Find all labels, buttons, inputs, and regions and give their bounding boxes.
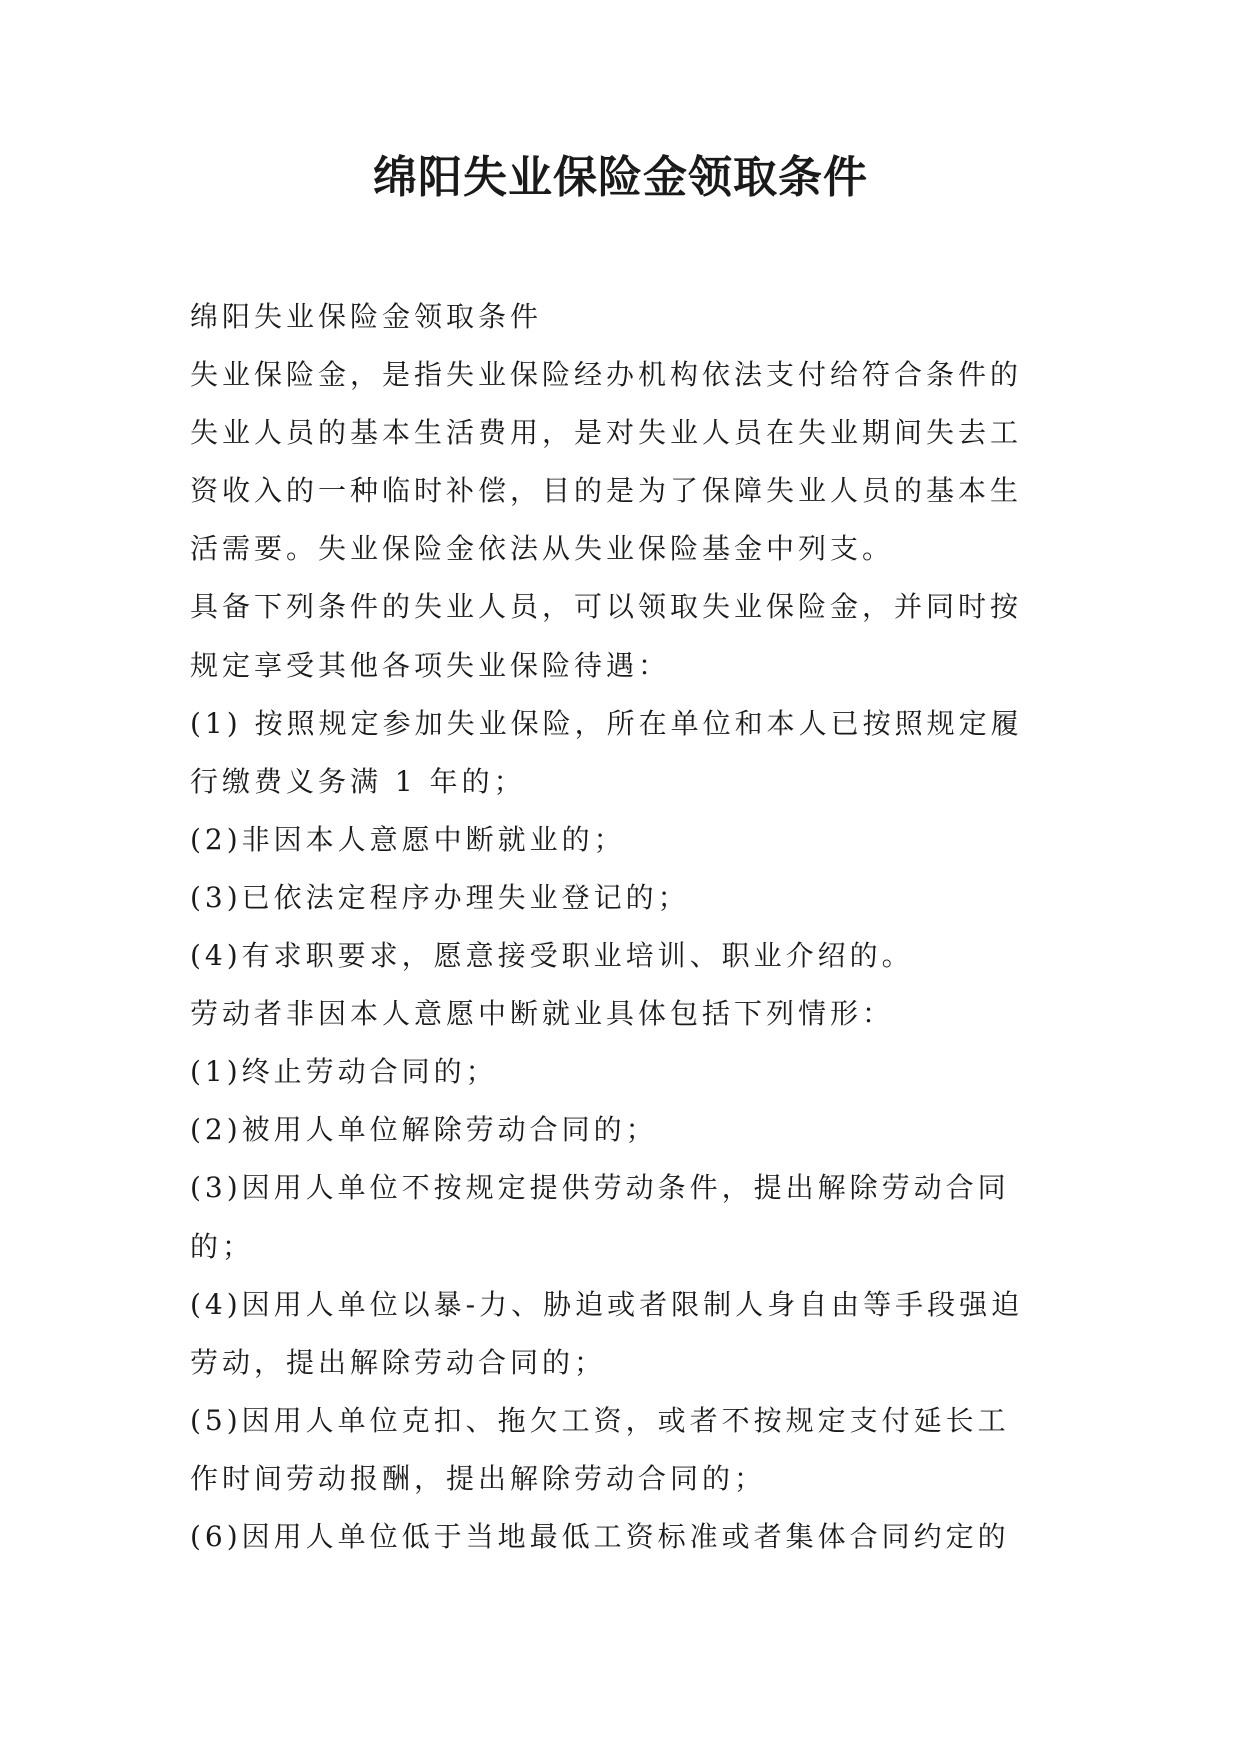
- document-body: [190, 288, 1070, 1566]
- body-line: 的；: [190, 1229, 255, 1263]
- body-line: 活需要。失业保险金依法从失业保险基金中列支。: [190, 532, 895, 566]
- body-line: (3)已依法定程序办理失业登记的；: [190, 880, 690, 914]
- document-title: 绵阳失业保险金领取条件: [373, 152, 868, 203]
- body-line: 行缴费义务满 1 年的；: [190, 764, 526, 798]
- body-line: 作时间劳动报酬，提出解除劳动合同的；: [190, 1461, 767, 1495]
- body-line: 劳动者非因本人意愿中断就业具体包括下列情形：: [190, 997, 895, 1031]
- body-line: 资收入的一种临时补偿，目的是为了保障失业人员的基本生: [190, 474, 1023, 508]
- body-line: (6)因用人单位低于当地最低工资标准或者集体合同约定的: [190, 1519, 1010, 1553]
- body-line: (1) 按照规定参加失业保险，所在单位和本人已按照规定履: [190, 706, 1023, 740]
- body-line: (2)非因本人意愿中断就业的；: [190, 822, 626, 856]
- body-line: (4)因用人单位以暴-力、胁迫或者限制人身自由等手段强迫: [190, 1287, 1024, 1321]
- body-line: 失业保险金，是指失业保险经办机构依法支付给符合条件的: [190, 358, 1023, 392]
- body-line: (4)有求职要求，愿意接受职业培训、职业介绍的。: [190, 939, 914, 973]
- body-line: (5)因用人单位克扣、拖欠工资，或者不按规定支付延长工: [190, 1403, 1010, 1437]
- body-line: 失业人员的基本生活费用，是对失业人员在失业期间失去工: [190, 416, 1023, 450]
- body-line: 劳动，提出解除劳动合同的；: [190, 1345, 607, 1379]
- body-line: (2)被用人单位解除劳动合同的；: [190, 1113, 658, 1147]
- body-line: 绵阳失业保险金领取条件: [190, 300, 543, 333]
- body-line: 规定享受其他各项失业保险待遇：: [190, 648, 671, 682]
- body-line: (3)因用人单位不按规定提供劳动条件，提出解除劳动合同: [190, 1171, 1010, 1205]
- body-line: (1)终止劳动合同的；: [190, 1055, 498, 1089]
- body-line: 具备下列条件的失业人员，可以领取失业保险金，并同时按: [190, 590, 1023, 624]
